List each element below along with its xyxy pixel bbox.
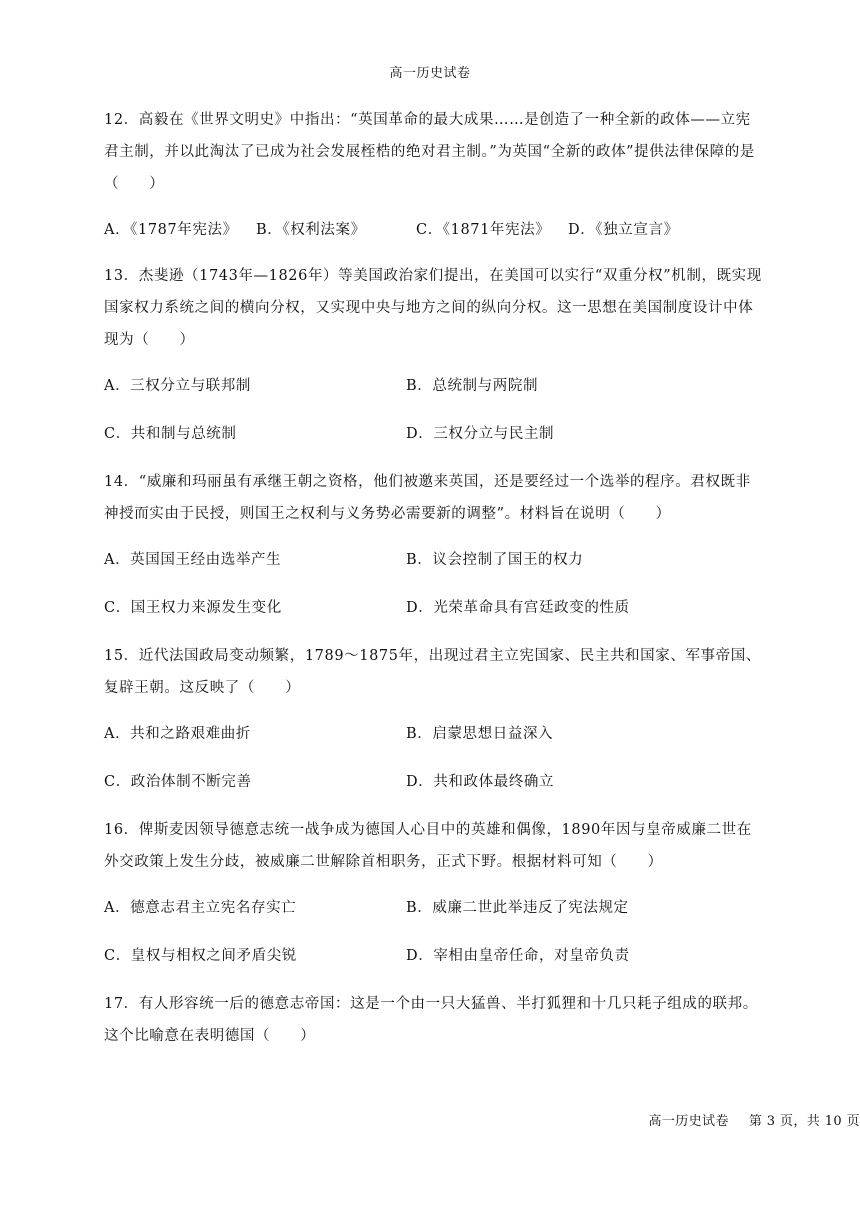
question-12	[104, 104, 764, 200]
question-15-options-row-1	[104, 718, 764, 750]
exam-content	[104, 104, 764, 1066]
option-b: B．总统制与两院制	[406, 378, 539, 394]
option-a: A．德意志君主立宪名存实亡	[104, 900, 297, 916]
question-13	[104, 260, 764, 356]
footer-title: 高一历史试卷	[648, 1114, 729, 1129]
option-d: D．光荣革命具有宫廷政变的性质	[406, 600, 630, 616]
question-13-options-row-1	[104, 370, 764, 402]
question-15-options-row-2	[104, 766, 764, 798]
question-14-options-row-1	[104, 544, 764, 576]
option-c: C．国王权力来源发生变化	[104, 600, 282, 616]
option-d: D．宰相由皇帝任命，对皇帝负责	[406, 948, 630, 964]
option-a: A．三权分立与联邦制	[104, 378, 251, 394]
option-b: B．议会控制了国王的权力	[406, 552, 584, 568]
question-text: 13．杰斐逊（1743年—1826年）等美国政治家们提出，在美国可以实行“双重分权”机制，既实现国家权力系统之间的横向分权，又实现中央与地方之间的纵向分权。这一思想在美国制度设计中体现为（ ）	[104, 268, 762, 348]
question-text: 15．近代法国政局变动频繁，1789～1875年，出现过君主立宪国家、民主共和国家、军事帝国、复辟王朝。这反映了（ ）	[104, 648, 761, 696]
option-b: B．威廉二世此举违反了宪法规定	[406, 900, 629, 916]
option-a: A．共和之路艰难曲折	[104, 726, 251, 742]
question-text: 16．俾斯麦因领导德意志统一战争成为德国人心目中的英雄和偶像，1890年因与皇帝威廉二世在外交政策上发生分歧，被威廉二世解除首相职务，正式下野。根据材料可知（ ）	[104, 822, 752, 870]
page-number: 第 3 页，共 10 页	[748, 1114, 860, 1129]
option-b: B．《权利法案》	[256, 222, 366, 238]
option-a: A．英国国王经由选举产生	[104, 552, 282, 568]
option-d: D．三权分立与民主制	[406, 426, 555, 442]
question-text: 14．“威廉和玛丽虽有承继王朝之资格，他们被邀来英国，还是要经过一个选举的程序。君权既非神授而实由于民授，则国王之权利与义务势必需要新的调整”。材料旨在说明（ ）	[104, 474, 751, 522]
question-14	[104, 466, 764, 530]
question-16-options-row-1	[104, 892, 764, 924]
question-14-options-row-2	[104, 592, 764, 624]
option-c: C．皇权与相权之间矛盾尖锐	[104, 948, 297, 964]
question-17	[104, 988, 764, 1052]
option-a: A．《1787年宪法》	[104, 222, 238, 238]
question-16	[104, 814, 764, 878]
option-b: B．启蒙思想日益深入	[406, 726, 554, 742]
option-c: C．共和制与总统制	[104, 426, 237, 442]
option-c: C．《1871年宪法》	[416, 222, 551, 238]
question-text: 12．高毅在《世界文明史》中指出：“英国革命的最大成果……是创造了一种全新的政体——立宪君主制，并以此淘汰了已成为社会发展桎梏的绝对君主制。”为英国“全新的政体”提供法律保障的是（ ）	[104, 112, 755, 192]
question-text: 17．有人形容统一后的德意志帝国：这是一个由一只大猛兽、半打狐狸和十几只耗子组成的联邦。这个比喻意在表明德国（ ）	[104, 996, 758, 1044]
option-c: C．政治体制不断完善	[104, 774, 252, 790]
question-12-options	[104, 214, 764, 246]
question-15	[104, 640, 764, 704]
page-footer	[648, 1110, 860, 1129]
question-13-options-row-2	[104, 418, 764, 450]
question-16-options-row-2	[104, 940, 764, 972]
option-d: D．《独立宣言》	[568, 222, 679, 238]
page-header: 高一历史试卷	[389, 66, 471, 81]
option-d: D．共和政体最终确立	[406, 774, 555, 790]
